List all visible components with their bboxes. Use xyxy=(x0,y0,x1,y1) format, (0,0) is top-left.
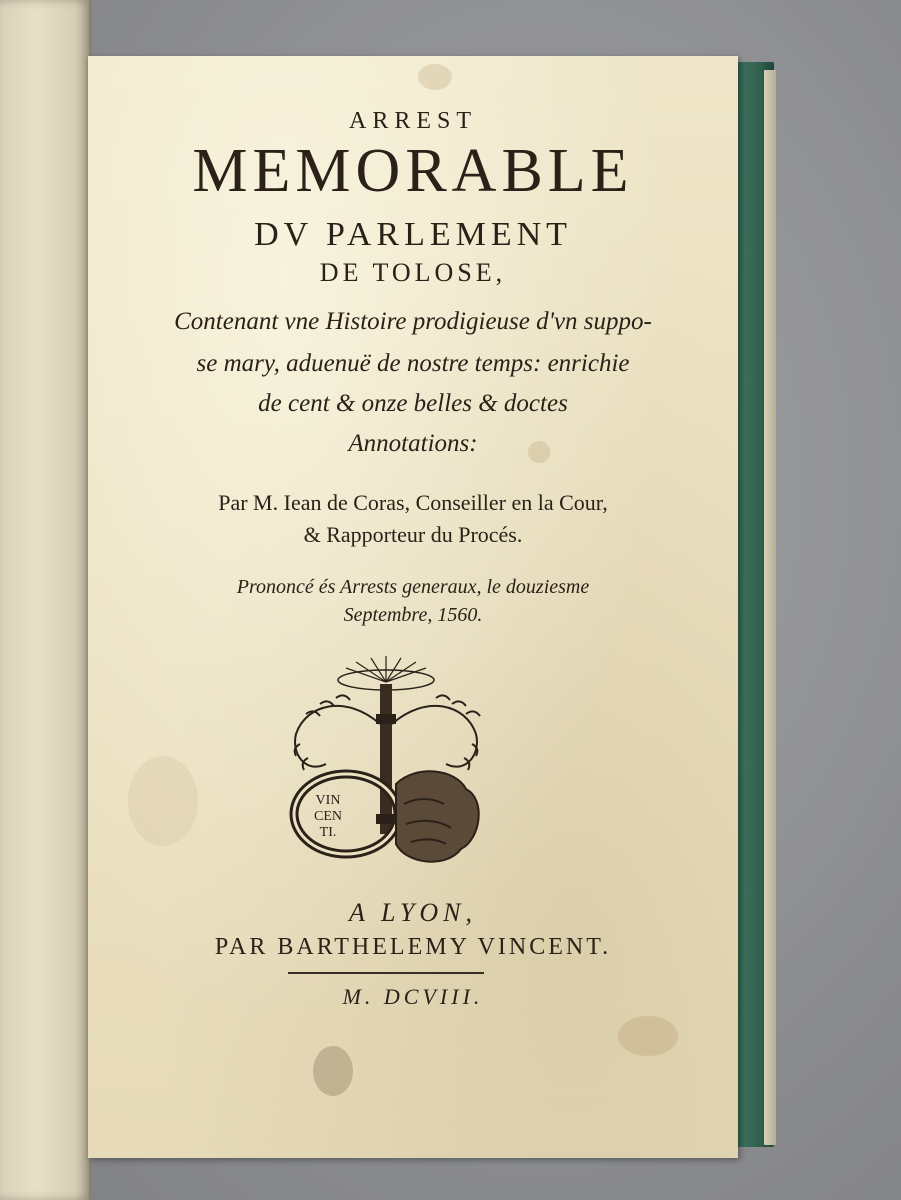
description-line-3: de cent & onze belles & doctes xyxy=(258,390,568,417)
description-line-2: se mary, aduenuë de nostre temps: enrichie xyxy=(196,350,630,377)
description-line-4: Annotations: xyxy=(348,430,478,457)
emblem-text-3: TI. xyxy=(319,825,337,840)
author-line-2: & Rapporteur du Procés. xyxy=(303,522,523,547)
description-line-1: Contenant vne Histoire prodigieuse d'vn suppo- xyxy=(174,308,652,335)
printers-device-emblem xyxy=(286,654,486,876)
title-page xyxy=(88,56,738,1158)
title-line-tolose: DE TOLOSE, xyxy=(319,258,507,287)
title-line-parlement: DV PARLEMENT xyxy=(254,216,572,253)
emblem-text-2: CEN xyxy=(314,809,342,824)
imprint-year: M. DCVIII. xyxy=(342,984,484,1009)
emblem-text-1: VIN xyxy=(315,793,341,808)
pronounce-line-2: Septembre, 1560. xyxy=(343,604,483,626)
title-line-memorable: MEMORABLE xyxy=(192,137,634,205)
imprint-city: A LYON, xyxy=(349,898,477,927)
title-line-arrest: ARREST xyxy=(348,108,477,134)
author-line-1: Par M. Iean de Coras, Conseiller en la Cour, xyxy=(218,490,608,515)
facing-page-edge xyxy=(0,0,92,1200)
imprint-printer: PAR BARTHELEMY VINCENT. xyxy=(214,934,612,960)
pronounce-line-1: Prononcé és Arrests generaux, le douziesme xyxy=(236,576,590,598)
page-block-edge xyxy=(764,70,776,1145)
imprint-rule xyxy=(288,972,484,974)
